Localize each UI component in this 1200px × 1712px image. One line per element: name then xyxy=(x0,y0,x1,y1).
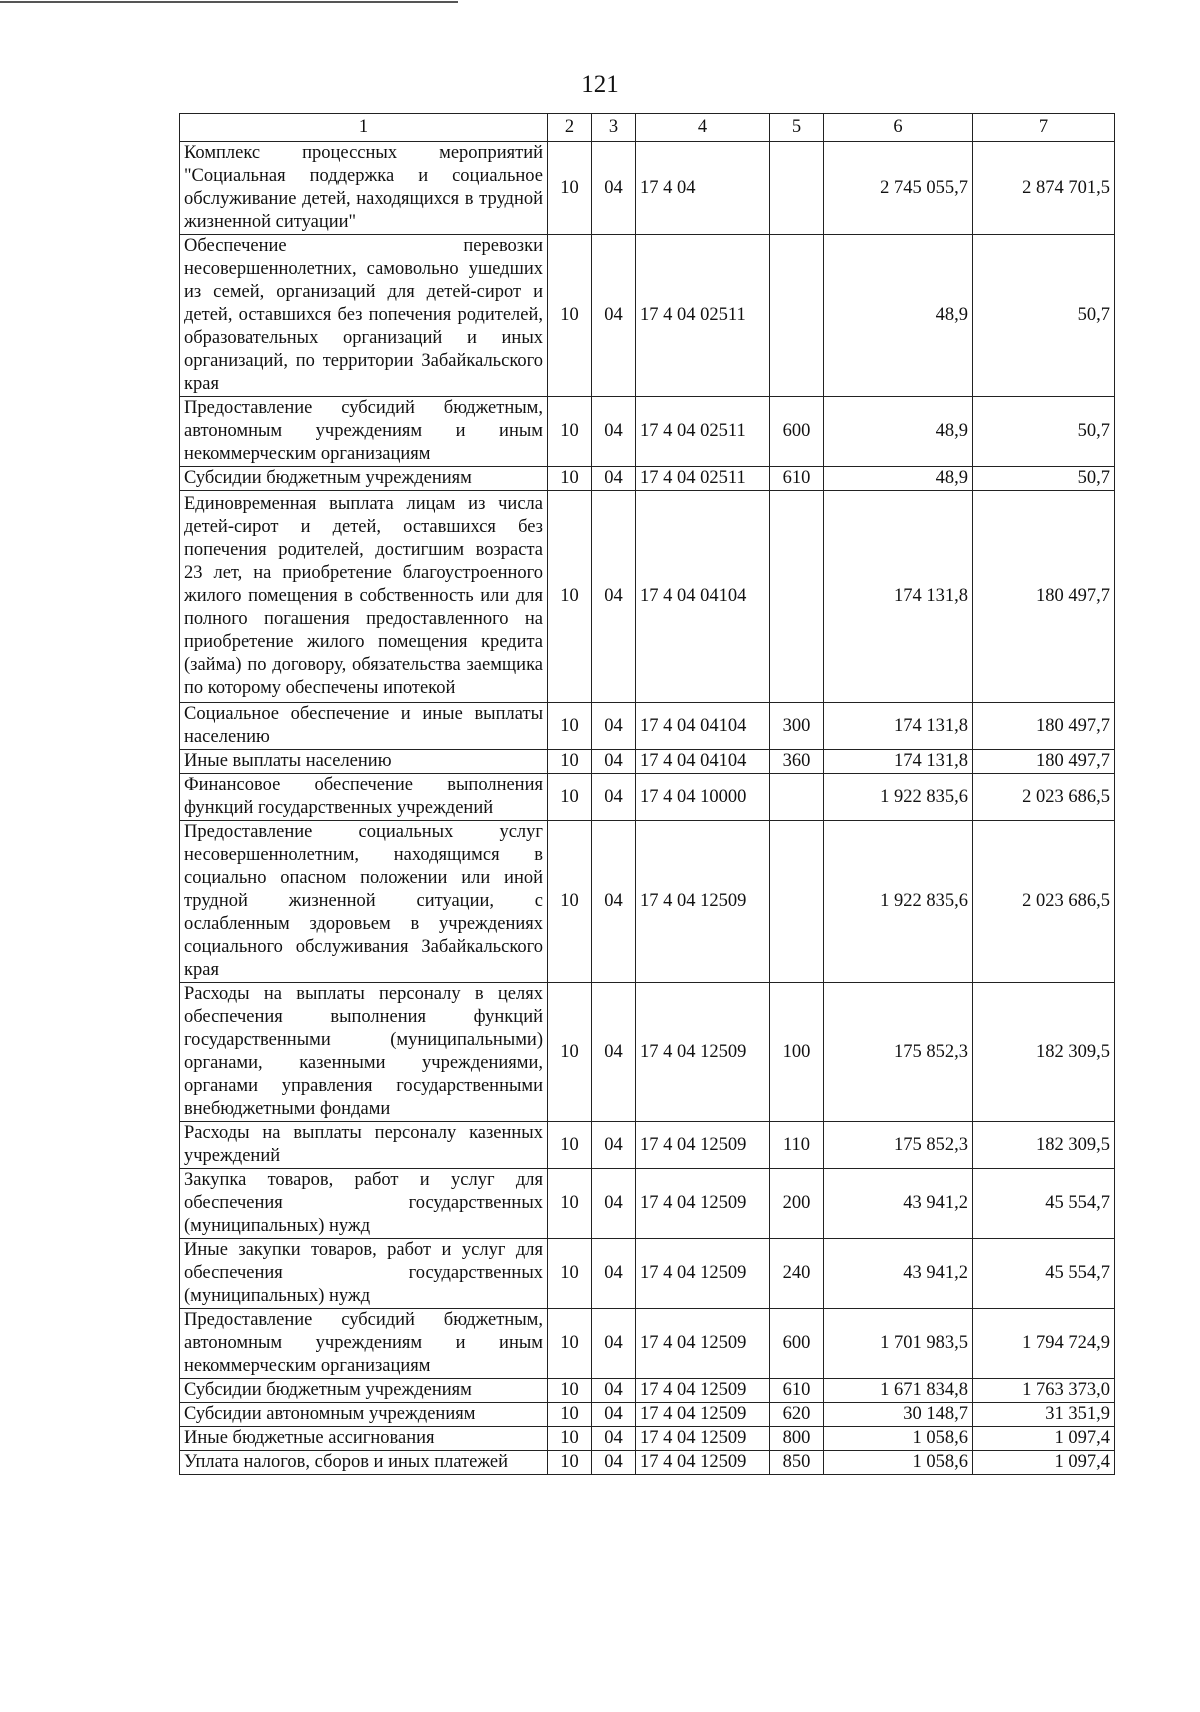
expense-type-code xyxy=(770,821,824,983)
subsection-code: 04 xyxy=(592,703,636,750)
expense-type-code xyxy=(770,774,824,821)
expense-type-code: 620 xyxy=(770,1403,824,1427)
target-article-code: 17 4 04 04104 xyxy=(636,703,770,750)
amount-year-1: 1 058,6 xyxy=(824,1451,973,1475)
row-description: Расходы на выплаты персоналу казенных учреждений xyxy=(180,1122,548,1169)
section-code: 10 xyxy=(548,703,592,750)
table-row xyxy=(180,491,1115,703)
section-code: 10 xyxy=(548,821,592,983)
expense-type-code: 300 xyxy=(770,703,824,750)
subsection-code: 04 xyxy=(592,142,636,235)
amount-year-1: 174 131,8 xyxy=(824,703,973,750)
amount-year-2: 45 554,7 xyxy=(973,1239,1115,1309)
amount-year-1: 48,9 xyxy=(824,467,973,491)
amount-year-2: 1 794 724,9 xyxy=(973,1309,1115,1379)
subsection-code: 04 xyxy=(592,1169,636,1239)
amount-year-1: 175 852,3 xyxy=(824,1122,973,1169)
table-row xyxy=(180,983,1115,1122)
row-description: Предоставление социальных услуг несовершеннолетним, находящимся в социально опасном положении или иной трудной жизненной ситуации, с ослабленным здоровьем в учреждениях социального обслуживания Забайкальского края xyxy=(180,821,548,983)
expense-type-code: 360 xyxy=(770,750,824,774)
table-row xyxy=(180,1379,1115,1403)
expense-type-code xyxy=(770,235,824,397)
target-article-code: 17 4 04 12509 xyxy=(636,1239,770,1309)
row-description: Обеспечение перевозки несовершеннолетних, самовольно ушедших из семей, организаций для детей-сирот и детей, оставшихся без попечения родителей, образовательных организаций и иных организаций, по территории Забайкальского края xyxy=(180,235,548,397)
subsection-code: 04 xyxy=(592,1427,636,1451)
table-row xyxy=(180,467,1115,491)
amount-year-2: 180 497,7 xyxy=(973,491,1115,703)
row-description: Закупка товаров, работ и услуг для обеспечения государственных (муниципальных) нужд xyxy=(180,1169,548,1239)
section-code: 10 xyxy=(548,983,592,1122)
column-header: 7 xyxy=(973,114,1115,142)
amount-year-1: 48,9 xyxy=(824,235,973,397)
row-description: Субсидии автономным учреждениям xyxy=(180,1403,548,1427)
section-code: 10 xyxy=(548,142,592,235)
expense-type-code: 800 xyxy=(770,1427,824,1451)
subsection-code: 04 xyxy=(592,1403,636,1427)
row-description: Иные бюджетные ассигнования xyxy=(180,1427,548,1451)
amount-year-2: 50,7 xyxy=(973,467,1115,491)
target-article-code: 17 4 04 02511 xyxy=(636,467,770,491)
table-row xyxy=(180,1403,1115,1427)
section-code: 10 xyxy=(548,750,592,774)
column-header: 2 xyxy=(548,114,592,142)
row-description: Социальное обеспечение и иные выплаты населению xyxy=(180,703,548,750)
amount-year-2: 182 309,5 xyxy=(973,1122,1115,1169)
subsection-code: 04 xyxy=(592,1239,636,1309)
column-header: 4 xyxy=(636,114,770,142)
row-description: Иные выплаты населению xyxy=(180,750,548,774)
section-code: 10 xyxy=(548,774,592,821)
table-row xyxy=(180,1239,1115,1309)
amount-year-1: 30 148,7 xyxy=(824,1403,973,1427)
target-article-code: 17 4 04 12509 xyxy=(636,1169,770,1239)
table-row xyxy=(180,703,1115,750)
target-article-code: 17 4 04 02511 xyxy=(636,235,770,397)
row-description: Единовременная выплата лицам из числа детей-сирот и детей, оставшихся без попечения родителей, достигшим возраста 23 лет, на приобретение благоустроенного жилого помещения в собственность или для полного погашения предоставленного на приобретение жилого помещения кредита (займа) по договору, обязательства заемщика по которому обеспечены ипотекой xyxy=(180,491,548,703)
subsection-code: 04 xyxy=(592,1451,636,1475)
expense-type-code: 610 xyxy=(770,467,824,491)
target-article-code: 17 4 04 12509 xyxy=(636,821,770,983)
expense-type-code: 100 xyxy=(770,983,824,1122)
amount-year-2: 45 554,7 xyxy=(973,1169,1115,1239)
amount-year-2: 2 023 686,5 xyxy=(973,774,1115,821)
target-article-code: 17 4 04 04104 xyxy=(636,491,770,703)
target-article-code: 17 4 04 10000 xyxy=(636,774,770,821)
subsection-code: 04 xyxy=(592,491,636,703)
top-rule xyxy=(0,1,458,3)
amount-year-1: 1 922 835,6 xyxy=(824,774,973,821)
subsection-code: 04 xyxy=(592,774,636,821)
row-description: Предоставление субсидий бюджетным, автономным учреждениям и иным некоммерческим организациям xyxy=(180,397,548,467)
expense-type-code: 850 xyxy=(770,1451,824,1475)
subsection-code: 04 xyxy=(592,235,636,397)
row-description: Иные закупки товаров, работ и услуг для обеспечения государственных (муниципальных) нужд xyxy=(180,1239,548,1309)
row-description: Финансовое обеспечение выполнения функций государственных учреждений xyxy=(180,774,548,821)
section-code: 10 xyxy=(548,1427,592,1451)
table-row xyxy=(180,774,1115,821)
amount-year-1: 1 058,6 xyxy=(824,1427,973,1451)
table-row xyxy=(180,1451,1115,1475)
column-header: 3 xyxy=(592,114,636,142)
amount-year-1: 48,9 xyxy=(824,397,973,467)
amount-year-2: 182 309,5 xyxy=(973,983,1115,1122)
target-article-code: 17 4 04 12509 xyxy=(636,1451,770,1475)
section-code: 10 xyxy=(548,467,592,491)
amount-year-1: 1 701 983,5 xyxy=(824,1309,973,1379)
section-code: 10 xyxy=(548,1122,592,1169)
target-article-code: 17 4 04 02511 xyxy=(636,397,770,467)
target-article-code: 17 4 04 12509 xyxy=(636,1379,770,1403)
amount-year-1: 43 941,2 xyxy=(824,1239,973,1309)
expense-type-code: 600 xyxy=(770,1309,824,1379)
table-row xyxy=(180,235,1115,397)
subsection-code: 04 xyxy=(592,983,636,1122)
section-code: 10 xyxy=(548,1169,592,1239)
section-code: 10 xyxy=(548,397,592,467)
amount-year-2: 180 497,7 xyxy=(973,703,1115,750)
amount-year-1: 175 852,3 xyxy=(824,983,973,1122)
column-header: 5 xyxy=(770,114,824,142)
amount-year-2: 31 351,9 xyxy=(973,1403,1115,1427)
amount-year-1: 174 131,8 xyxy=(824,750,973,774)
section-code: 10 xyxy=(548,1451,592,1475)
subsection-code: 04 xyxy=(592,750,636,774)
section-code: 10 xyxy=(548,1379,592,1403)
target-article-code: 17 4 04 04104 xyxy=(636,750,770,774)
section-code: 10 xyxy=(548,491,592,703)
section-code: 10 xyxy=(548,1403,592,1427)
target-article-code: 17 4 04 12509 xyxy=(636,1403,770,1427)
expense-type-code xyxy=(770,142,824,235)
table-body xyxy=(180,114,1115,1475)
amount-year-2: 2 023 686,5 xyxy=(973,821,1115,983)
subsection-code: 04 xyxy=(592,1122,636,1169)
section-code: 10 xyxy=(548,235,592,397)
section-code: 10 xyxy=(548,1309,592,1379)
amount-year-2: 180 497,7 xyxy=(973,750,1115,774)
target-article-code: 17 4 04 12509 xyxy=(636,1427,770,1451)
subsection-code: 04 xyxy=(592,1379,636,1403)
expense-type-code xyxy=(770,491,824,703)
target-article-code: 17 4 04 xyxy=(636,142,770,235)
target-article-code: 17 4 04 12509 xyxy=(636,1309,770,1379)
page-number: 121 xyxy=(581,71,619,98)
expense-type-code: 200 xyxy=(770,1169,824,1239)
amount-year-2: 1 763 373,0 xyxy=(973,1379,1115,1403)
amount-year-2: 50,7 xyxy=(973,235,1115,397)
expense-type-code: 240 xyxy=(770,1239,824,1309)
table-row xyxy=(180,1309,1115,1379)
row-description: Субсидии бюджетным учреждениям xyxy=(180,1379,548,1403)
subsection-code: 04 xyxy=(592,1309,636,1379)
row-description: Комплекс процессных мероприятий "Социальная поддержка и социальное обслуживание детей, находящихся в трудной жизненной ситуации" xyxy=(180,142,548,235)
row-description: Расходы на выплаты персоналу в целях обеспечения выполнения функций государственными (муниципальными) органами, казенными учреждениями, органами управления государственными внебюджетными фондами xyxy=(180,983,548,1122)
table-header-row xyxy=(180,114,1115,142)
amount-year-2: 50,7 xyxy=(973,397,1115,467)
amount-year-1: 1 922 835,6 xyxy=(824,821,973,983)
budget-table xyxy=(179,113,1115,1475)
expense-type-code: 110 xyxy=(770,1122,824,1169)
table-row xyxy=(180,1122,1115,1169)
amount-year-1: 2 745 055,7 xyxy=(824,142,973,235)
amount-year-2: 1 097,4 xyxy=(973,1427,1115,1451)
row-description: Субсидии бюджетным учреждениям xyxy=(180,467,548,491)
section-code: 10 xyxy=(548,1239,592,1309)
table-row xyxy=(180,142,1115,235)
amount-year-2: 1 097,4 xyxy=(973,1451,1115,1475)
row-description: Предоставление субсидий бюджетным, автономным учреждениям и иным некоммерческим организациям xyxy=(180,1309,548,1379)
table-row xyxy=(180,1169,1115,1239)
amount-year-2: 2 874 701,5 xyxy=(973,142,1115,235)
target-article-code: 17 4 04 12509 xyxy=(636,983,770,1122)
column-header: 6 xyxy=(824,114,973,142)
table-row xyxy=(180,397,1115,467)
table-row xyxy=(180,1427,1115,1451)
subsection-code: 04 xyxy=(592,397,636,467)
row-description: Уплата налогов, сборов и иных платежей xyxy=(180,1451,548,1475)
column-header: 1 xyxy=(180,114,548,142)
amount-year-1: 43 941,2 xyxy=(824,1169,973,1239)
expense-type-code: 610 xyxy=(770,1379,824,1403)
target-article-code: 17 4 04 12509 xyxy=(636,1122,770,1169)
amount-year-1: 174 131,8 xyxy=(824,491,973,703)
table-row xyxy=(180,821,1115,983)
table-row xyxy=(180,750,1115,774)
subsection-code: 04 xyxy=(592,467,636,491)
amount-year-1: 1 671 834,8 xyxy=(824,1379,973,1403)
subsection-code: 04 xyxy=(592,821,636,983)
expense-type-code: 600 xyxy=(770,397,824,467)
